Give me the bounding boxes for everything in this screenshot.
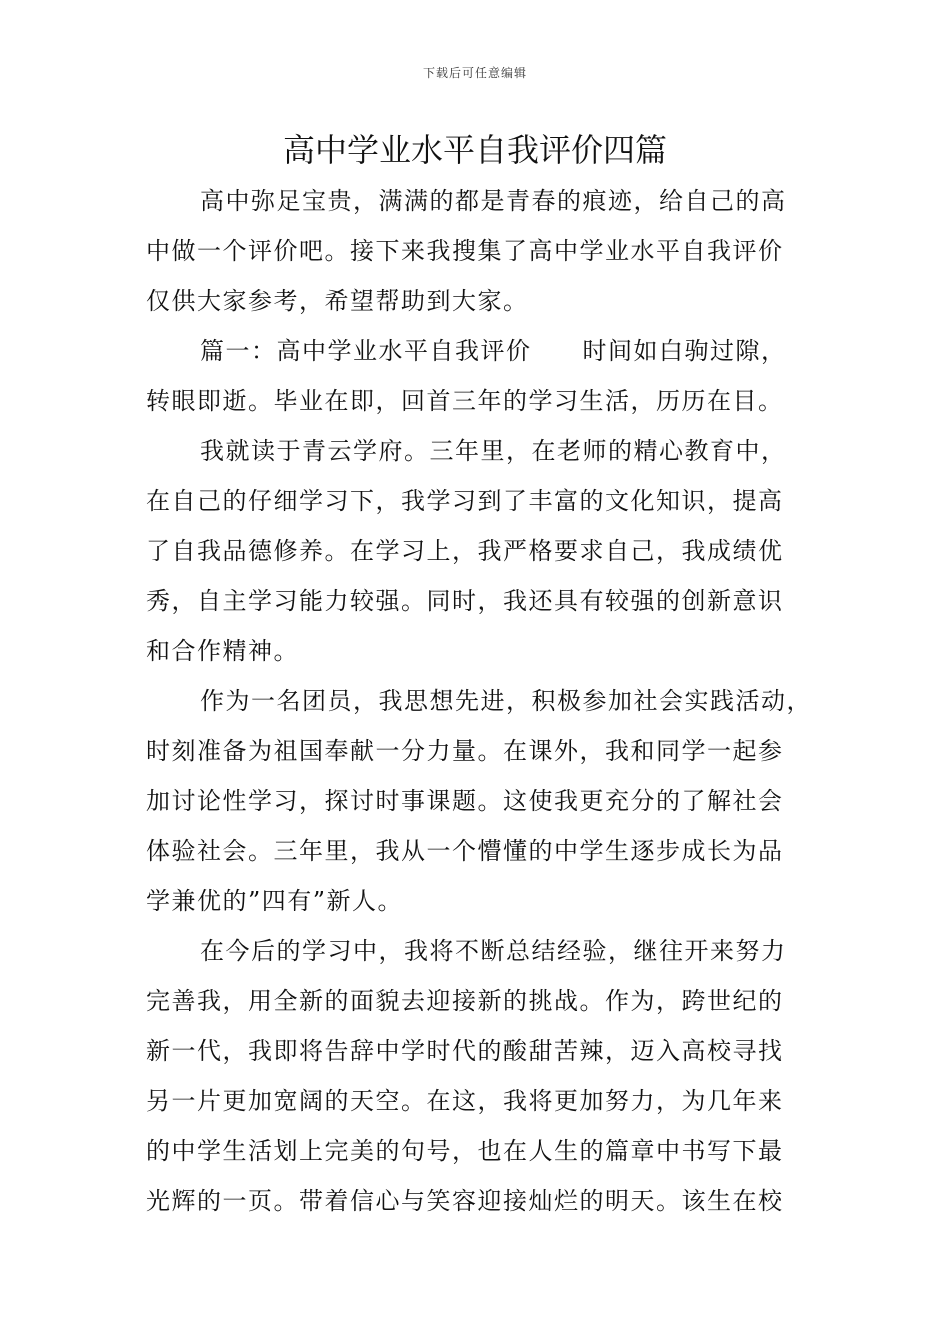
text-line: 另一片更加宽阔的天空。在这，我将更加努力，为几年来 [146,1087,784,1115]
text-line: 的中学生活划上完美的句号，也在人生的篇章中书写下最 [146,1137,784,1165]
text-line: 加讨论性学习，探讨时事课题。这使我更充分的了解社会 [146,787,784,815]
text-line: 完善我，用全新的面貌去迎接新的挑战。作为，跨世纪的 [146,987,784,1015]
text-line: 了自我品德修养。在学习上，我严格要求自己，我成绩优 [146,537,784,565]
text-line: 转眼即逝。毕业在即，回首三年的学习生活，历历在目。 [146,387,784,415]
header-note: 下载后可任意编辑 [422,66,527,80]
text-line: 作为一名团员，我思想先进，积极参加社会实践活动， [200,687,812,715]
text-line: 中做一个评价吧。接下来我搜集了高中学业水平自我评价 [146,237,784,265]
text-line: 光辉的一页。带着信心与笑容迎接灿烂的明天。该生在校 [146,1187,784,1215]
text-line: 秀，自主学习能力较强。同时，我还具有较强的创新意识 [146,587,784,615]
text-line: 和合作精神。 [146,637,299,665]
text-line: 在自己的仔细学习下，我学习到了丰富的文化知识，提高 [146,487,784,515]
text-line: 体验社会。三年里，我从一个懵懂的中学生逐步成长为品 [146,837,784,865]
document-title: 高中学业水平自我评价四篇 [282,131,667,169]
text-line: 时刻准备为祖国奉献一分力量。在课外，我和同学一起参 [146,737,784,765]
text-line: 学兼优的”四有”新人。 [146,887,404,915]
text-line: 高中弥足宝贵，满满的都是青春的痕迹，给自己的高 [200,187,787,215]
body-text [146,176,826,1226]
text-line: 新一代，我即将告辞中学时代的酸甜苦辣，迈入高校寻找 [146,1037,784,1065]
text-line: 在今后的学习中，我将不断总结经验，继往开来努力 [200,937,787,965]
text-line: 篇一：高中学业水平自我评价 时间如白驹过隙， [200,337,787,365]
text-line: 仅供大家参考，希望帮助到大家。 [146,287,529,315]
text-line: 我就读于青云学府。三年里，在老师的精心教育中， [200,437,787,465]
